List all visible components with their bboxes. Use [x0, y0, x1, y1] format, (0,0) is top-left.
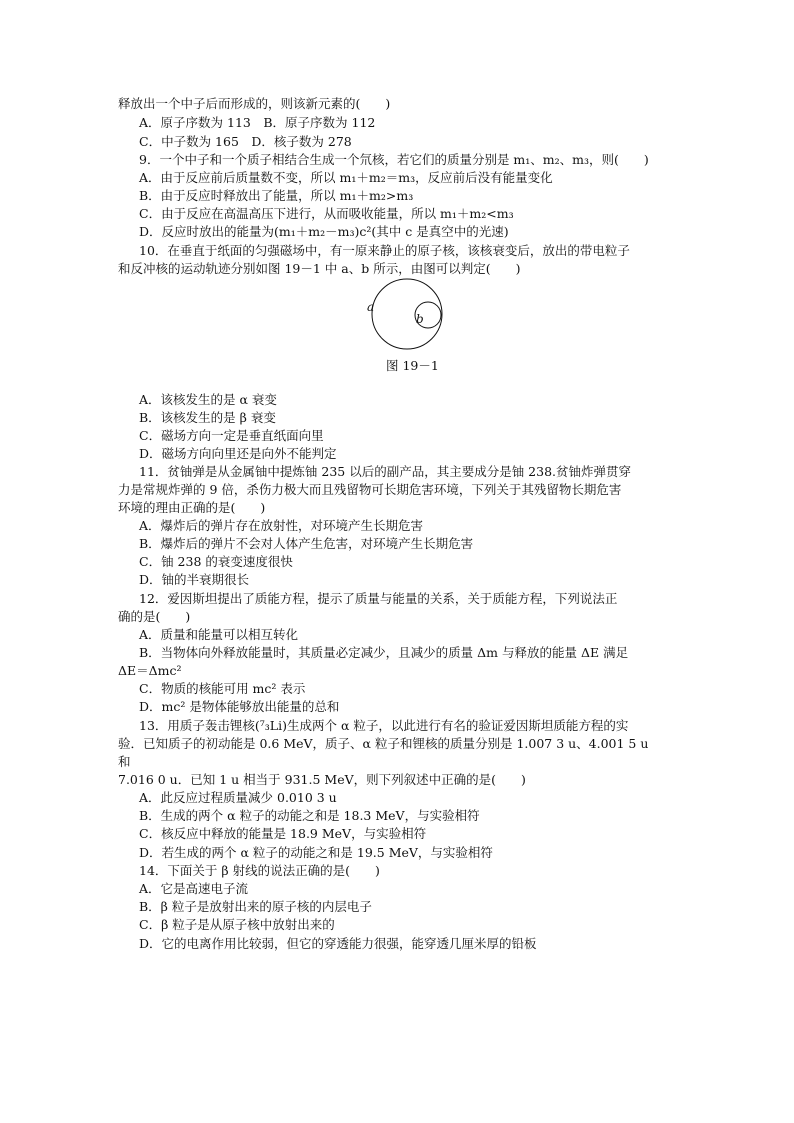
text-line: A．由于反应前后质量数不变，所以 m₁＋m₂＝m₃，反应前后没有能量变化 — [139, 170, 553, 185]
text-line: 14．下面关于 β 射线的说法正确的是( ) — [139, 863, 380, 878]
text-line: C．由于反应在高温高压下进行，从而吸收能量，所以 m₁＋m₂<m₃ — [139, 206, 514, 221]
text-line: C．核反应中释放的能量是 18.9 MeV，与实验相符 — [139, 826, 427, 841]
text-line: D．反应时放出的能量为(m₁＋m₂－m₃)c²(其中 c 是真空中的光速) — [139, 224, 509, 239]
label-b: b — [416, 312, 424, 326]
trajectory-a — [372, 279, 442, 349]
text-line: B．当物体向外释放能量时，其质量必定减少，且减少的质量 Δm 与释放的能量 ΔE 满足 — [139, 645, 629, 660]
text-line: 和 — [118, 754, 131, 769]
text-line: A．此反应过程质量减少 0.010 3 u — [139, 790, 337, 805]
text-line: D．mc² 是物体能够放出能量的总和 — [139, 699, 340, 714]
figure-19-1 — [360, 278, 460, 374]
text-line: C．磁场方向一定是垂直纸面向里 — [139, 428, 324, 443]
text-line: A．质量和能量可以相互转化 — [139, 627, 299, 642]
text-line: A．该核发生的是 α 衰变 — [139, 392, 277, 407]
text-line: A．原子序数为 113 B．原子序数为 112 — [139, 115, 376, 130]
text-line: 12．爱因斯坦提出了质能方程，提示了质量与能量的关系，关于质能方程，下列说法正 — [139, 591, 618, 606]
text-line: 7.016 0 u．已知 1 u 相当于 931.5 MeV，则下列叙述中正确的是( ) — [118, 772, 526, 787]
text-line: 11．贫铀弹是从金属铀中提炼铀 235 以后的副产品，其主要成分是铀 238.贫铀炸弹贯穿 — [139, 464, 632, 479]
text-line: 力是常规炸弹的 9 倍，杀伤力极大而且残留物可长期危害环境，下列关于其残留物长期危害 — [118, 482, 622, 497]
figure-caption: 图 19－1 — [386, 358, 439, 373]
text-line: 环境的理由正确的是( ) — [118, 500, 266, 515]
text-line: D．磁场方向向里还是向外不能判定 — [139, 446, 337, 461]
text-line: B．β 粒子是放射出来的原子核的内层电子 — [139, 899, 372, 914]
text-line: 释放出一个中子后而形成的，则该新元素的( ) — [118, 96, 391, 111]
text-line: D．它的电离作用比较弱，但它的穿透能力很强，能穿透几厘米厚的铅板 — [139, 936, 537, 951]
text-line: B．生成的两个 α 粒子的动能之和是 18.3 MeV，与实验相符 — [139, 808, 480, 823]
text-line: 确的是( ) — [118, 609, 191, 624]
text-line: 13．用质子轰击锂核(⁷₃Li)生成两个 α 粒子，以此进行有名的验证爱因斯坦质能方程的实 — [139, 718, 629, 733]
text-line: D．若生成的两个 α 粒子的动能之和是 19.5 MeV，与实验相符 — [139, 845, 493, 860]
text-line: B．由于反应时释放出了能量，所以 m₁＋m₂>m₃ — [139, 188, 414, 203]
text-line: A．它是高速电子流 — [139, 881, 249, 896]
text-line: 9．一个中子和一个质子相结合生成一个氘核，若它们的质量分别是 m₁、m₂、m₃，则( ) — [139, 152, 649, 167]
text-line: B．爆炸后的弹片不会对人体产生危害，对环境产生长期危害 — [139, 536, 474, 551]
text-line: C．铀 238 的衰变速度很快 — [139, 554, 293, 569]
text-line: C．β 粒子是从原子核中放射出来的 — [139, 917, 335, 932]
text-line: C．中子数为 165 D．核子数为 278 — [139, 134, 352, 149]
text-line: ΔE＝Δmc² — [118, 663, 182, 678]
label-a: a — [367, 300, 375, 314]
text-line: A．爆炸后的弹片存在放射性，对环境产生长期危害 — [139, 518, 424, 533]
text-line: 验．已知质子的初动能是 0.6 MeV，质子、α 粒子和锂核的质量分别是 1.007 3 u、4.001 5 u — [118, 736, 649, 751]
text-line: 和反冲核的运动轨迹分别如图 19－1 中 a、b 所示，由图可以判定( ) — [118, 261, 521, 276]
text-line: 10．在垂直于纸面的匀强磁场中，有一原来静止的原子核，该核衰变后，放出的带电粒子 — [139, 243, 630, 258]
text-line: C．物质的核能可用 mc² 表示 — [139, 681, 306, 696]
text-line: D．铀的半衰期很长 — [139, 572, 250, 587]
text-line: B．该核发生的是 β 衰变 — [139, 410, 276, 425]
